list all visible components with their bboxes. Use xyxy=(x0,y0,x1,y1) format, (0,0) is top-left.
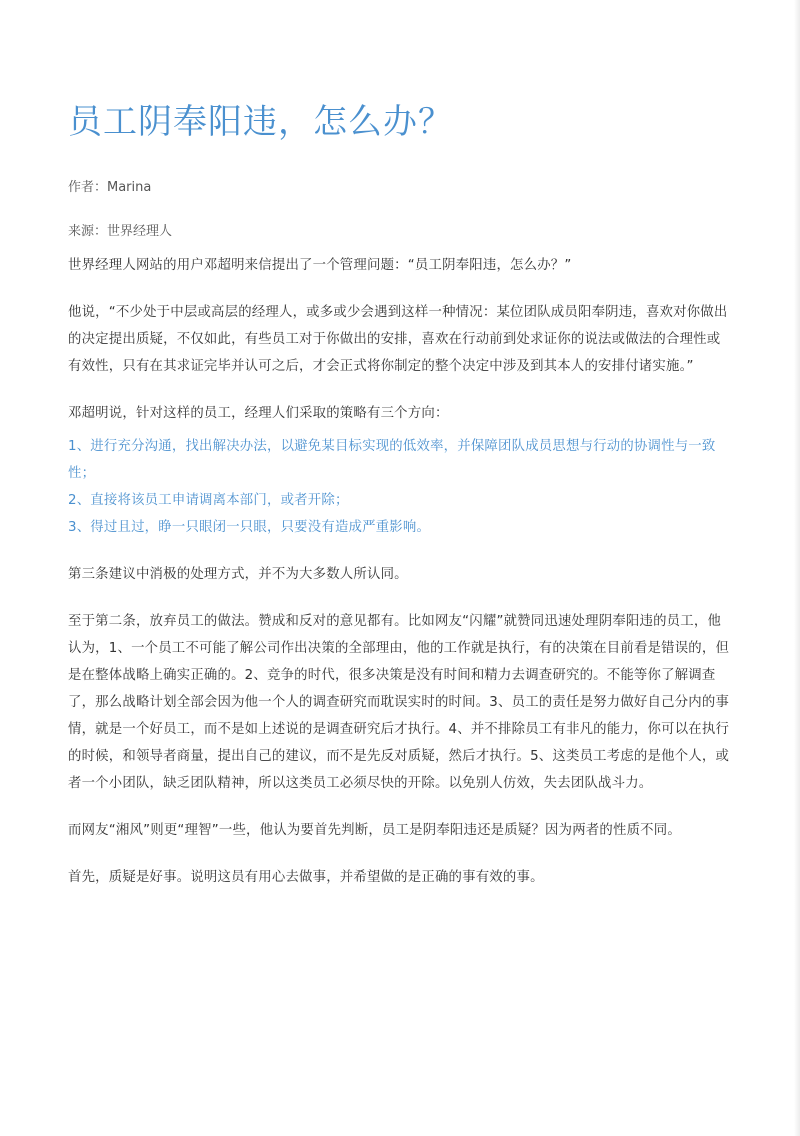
article-title: 员工阴奉阳违，怎么办？ xyxy=(68,102,453,142)
article-source: 来源：世界经理人 xyxy=(68,224,173,239)
second-opinion-paragraph: 至于第二条，放弃员工的做法。赞成和反对的意见都有。比如网友“闪耀”就赞同迅速处理阴奉阳违的员工，他认为，1、一个员工不可能了解公司作出决策的全部理由，他的工作就是执行，有的决策在目前看是错误的，但是在整体战略上确实正确的。2、竞争的时代，很多决策是没有时间和精力去调查研究的。不能等你了解调查了，那么战略计划全部会因为他一个人的调查研究而耽误实时的时间。3、员工的责任是努力做好自己分内的事情，就是一个好员工，而不是如上述说的是调查研究后才执行。4、并不排除员工有非凡的能力，你可以在执行的时候，和领导者商量，提出自己的建议，而不是先反对质疑，然后才执行。5、这类员工考虑的是他个人，或者一个小团队，缺乏团队精神，所以这类员工必须尽快的开除。以免别人仿效，失去团队战斗力。 xyxy=(68,614,730,791)
quote-paragraph: 他说，“不少处于中层或高层的经理人，或多或少会遇到这样一种情况：某位团队成员阳奉阴违，喜欢对你做出的决定提出质疑，不仅如此，有些员工对于你做出的安排，喜欢在行动前到处求证你的说法或做法的合理性或有效性，只有在其求证完毕并认可之后，才会正式将你制定的整个决定中涉及到其本人的安排付诸实施。” xyxy=(68,305,728,374)
article xyxy=(68,96,732,891)
article-author: 作者：Marina xyxy=(68,180,152,195)
intro-paragraph: 世界经理人网站的用户邓超明来信提出了一个管理问题：“员工阴奉阳违，怎么办？” xyxy=(68,258,572,273)
directions-intro-paragraph: 邓超明说，针对这样的员工，经理人们采取的策略有三个方向： xyxy=(68,406,449,421)
list-item: 1、进行充分沟通，找出解决办法，以避免某目标实现的低效率，并保障团队成员思想与行动的协调性与一致性； xyxy=(68,439,716,481)
xiangfeng-paragraph: 而网友“湘风”则更“理智”一些，他认为要首先判断，员工是阴奉阳违还是质疑？因为两者的性质不同。 xyxy=(68,823,681,838)
third-opinion-paragraph: 第三条建议中消极的处理方式，并不为大多数人所认同。 xyxy=(68,567,408,582)
directions-list xyxy=(68,433,732,541)
list-item: 3、得过且过，睁一只眼闭一只眼，只要没有造成严重影响。 xyxy=(68,520,431,535)
page-edge-shadow xyxy=(794,0,800,1136)
first-point-paragraph: 首先，质疑是好事。说明这员有用心去做事，并希望做的是正确的事有效的事。 xyxy=(68,870,544,885)
list-item: 2、直接将该员工申请调离本部门，或者开除； xyxy=(68,493,349,508)
